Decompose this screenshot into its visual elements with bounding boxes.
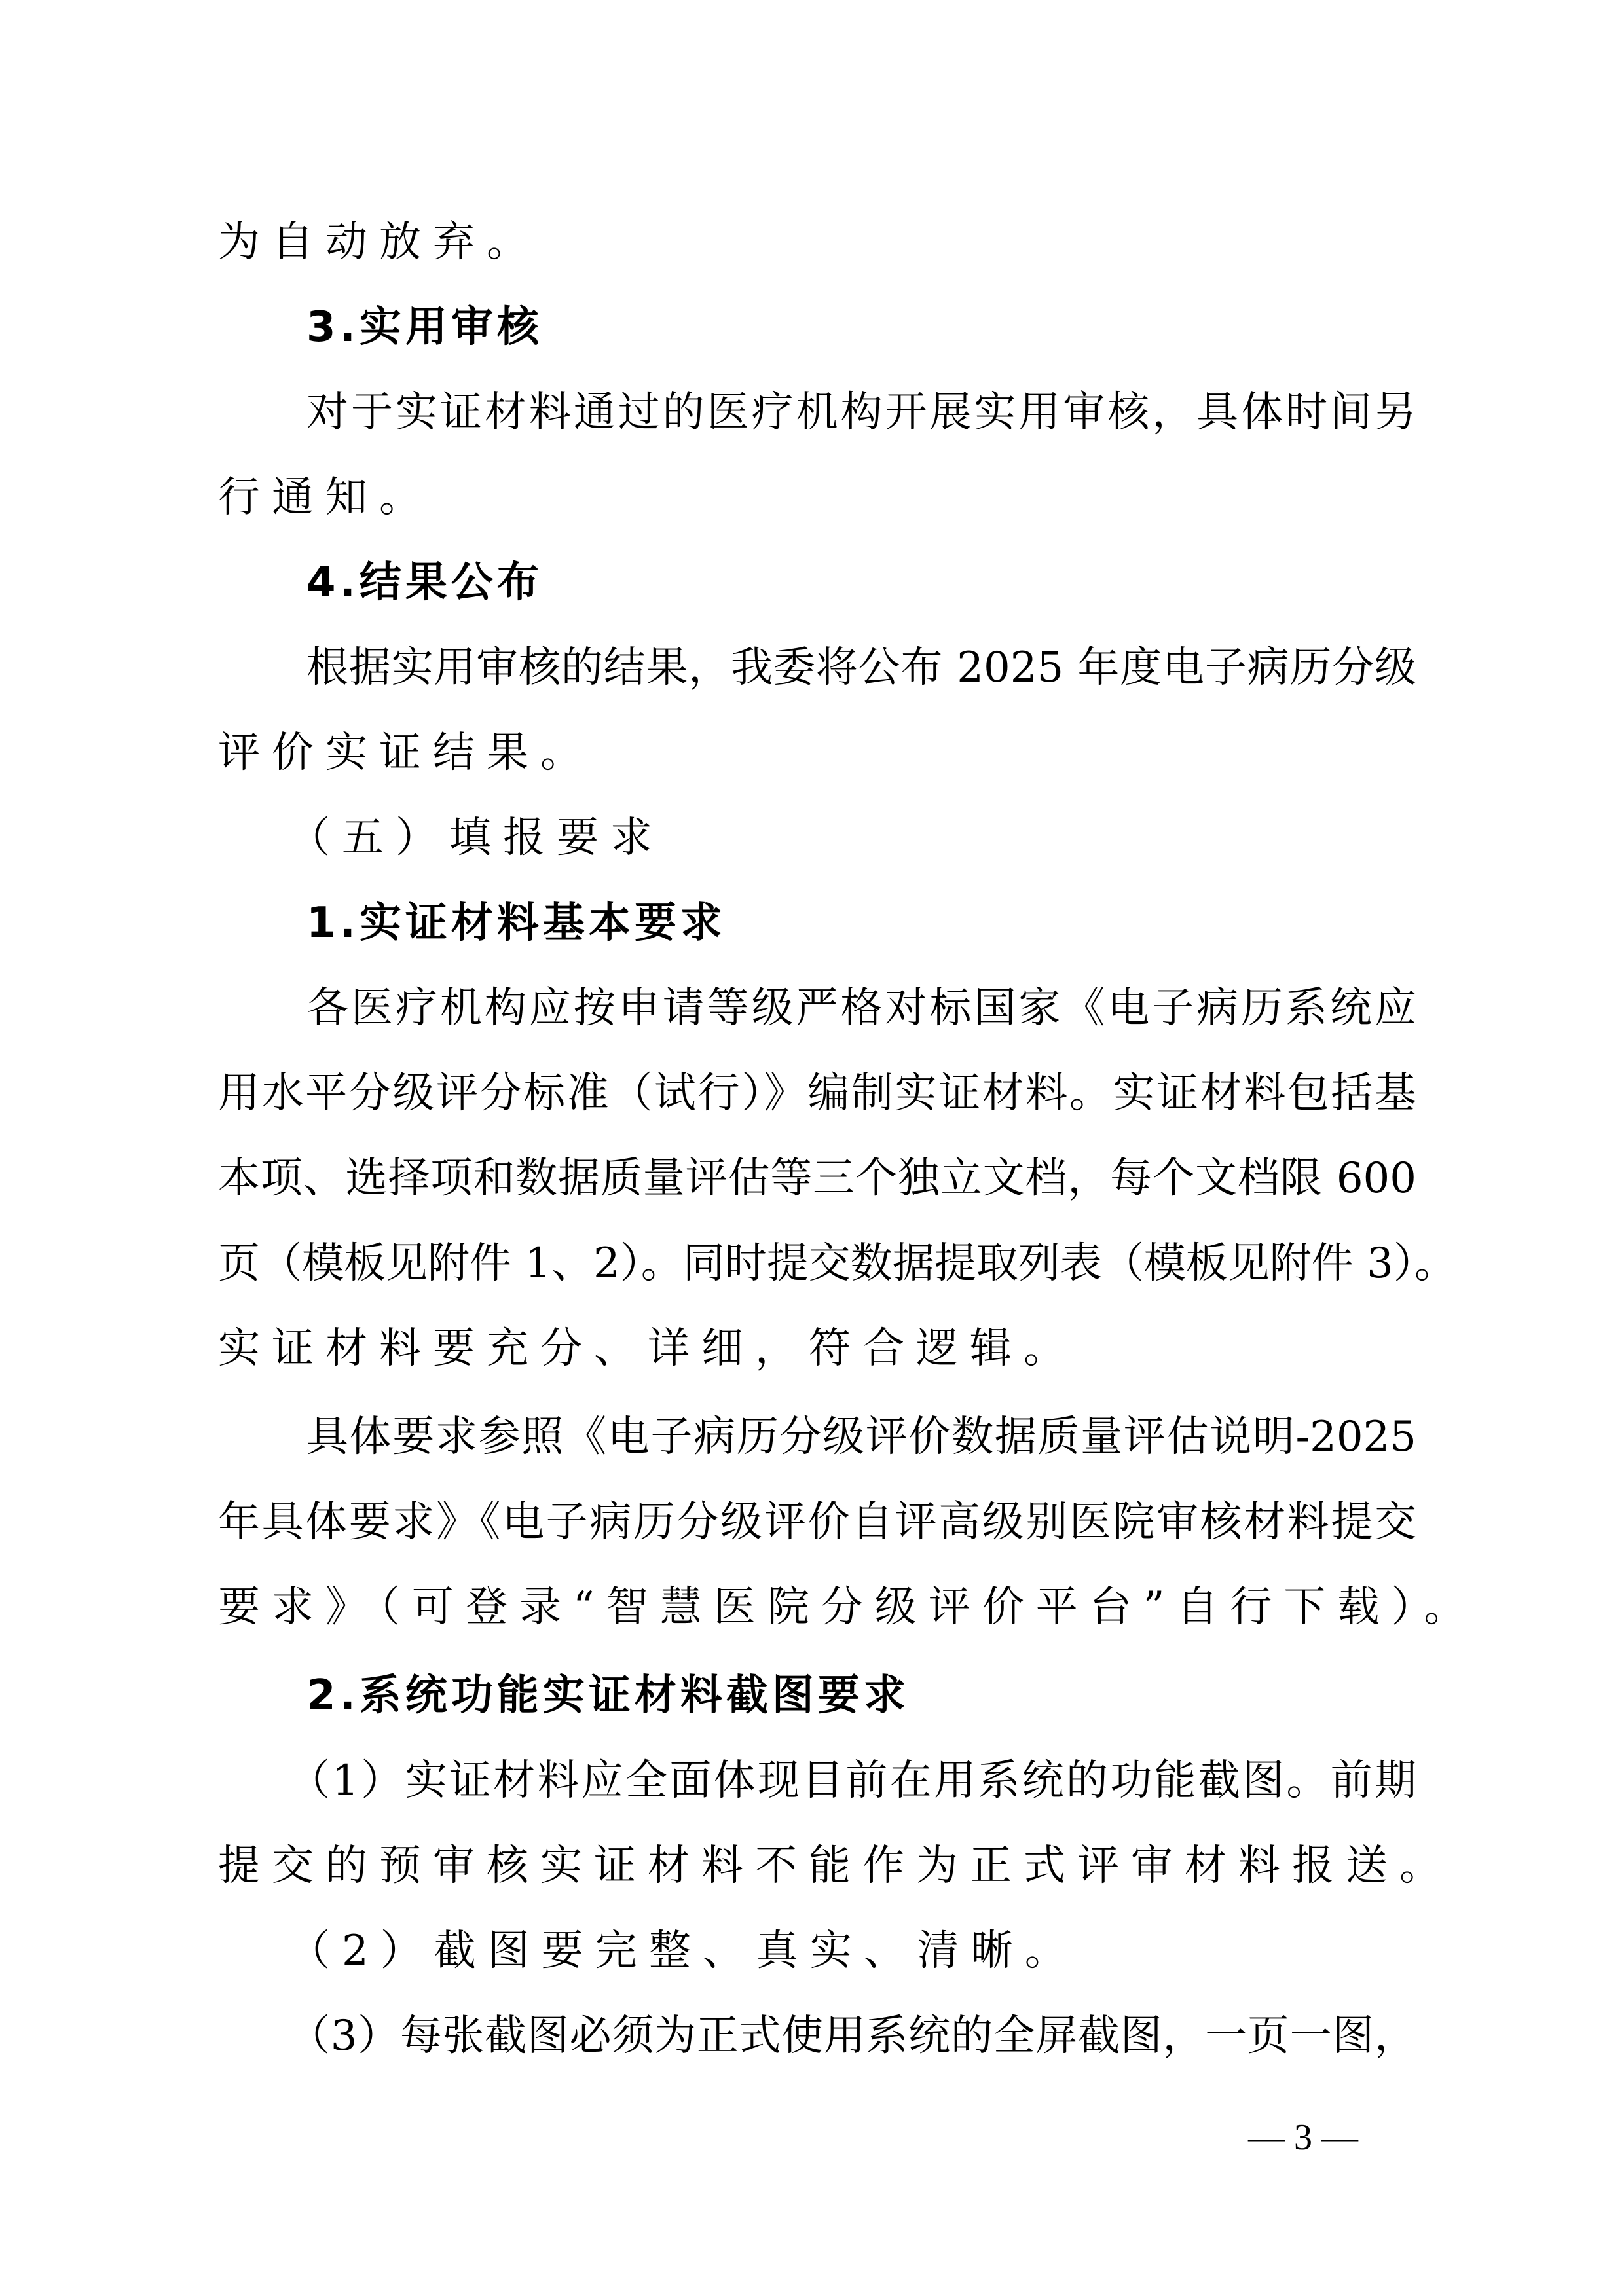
paragraph-line: （3）每张截图必须为正式使用系统的全屏截图，一页一图， — [288, 2012, 1416, 2060]
paragraph-line: 提交的预审核实证材料不能作为正式评审材料报送。 — [218, 1842, 1453, 1890]
paragraph-line: （2）截图要完整、真实、清晰。 — [288, 1927, 1079, 1975]
paragraph-line: 用水平分级评分标准（试行）》编制实证材料。实证材料包括基 — [218, 1069, 1416, 1118]
paragraph-line: 行通知。 — [218, 473, 433, 522]
paragraph-line: 根据实用审核的结果，我委将公布 2025 年度电子病历分级 — [306, 644, 1416, 692]
paragraph-line: 页（模板见附件 1、2）。同时提交数据提取列表（模板见附件 3）。 — [218, 1239, 1456, 1288]
heading-practical-review: 3.实用审核 — [306, 303, 543, 352]
heading-result-publication: 4.结果公布 — [306, 558, 543, 607]
heading-basic-requirements: 1.实证材料基本要求 — [306, 899, 726, 947]
paragraph-line: 对于实证材料通过的医疗机构开展实用审核，具体时间另 — [306, 388, 1416, 437]
paragraph-line: 各医疗机构应按申请等级严格对标国家《电子病历系统应 — [306, 984, 1416, 1032]
paragraph-line: 为自动放弃。 — [218, 218, 540, 266]
paragraph-line: 年具体要求》《电子病历分级评价自评高级别医院审核材料提交 — [218, 1498, 1416, 1546]
paragraph-line: 实证材料要充分、详细，符合逻辑。 — [218, 1324, 1077, 1373]
paragraph-line: 评价实证结果。 — [218, 729, 594, 777]
paragraph-line: （1）实证材料应全面体现目前在用系统的功能截图。前期 — [288, 1757, 1416, 1805]
paragraph-line: 具体要求参照《电子病历分级评价数据质量评估说明-2025 — [306, 1413, 1416, 1461]
paragraph-line: 本项、选择项和数据质量评估等三个独立文档，每个文档限 600 — [218, 1154, 1416, 1203]
section-heading-filing-requirements: （五）填报要求 — [288, 814, 664, 862]
paragraph-line: 要求》（可登录“智慧医院分级评价平台”自行下载）。 — [218, 1583, 1478, 1631]
page-number: — 3 — — [1248, 2117, 1358, 2158]
heading-screenshot-requirements: 2.系统功能实证材料截图要求 — [306, 1671, 910, 1720]
